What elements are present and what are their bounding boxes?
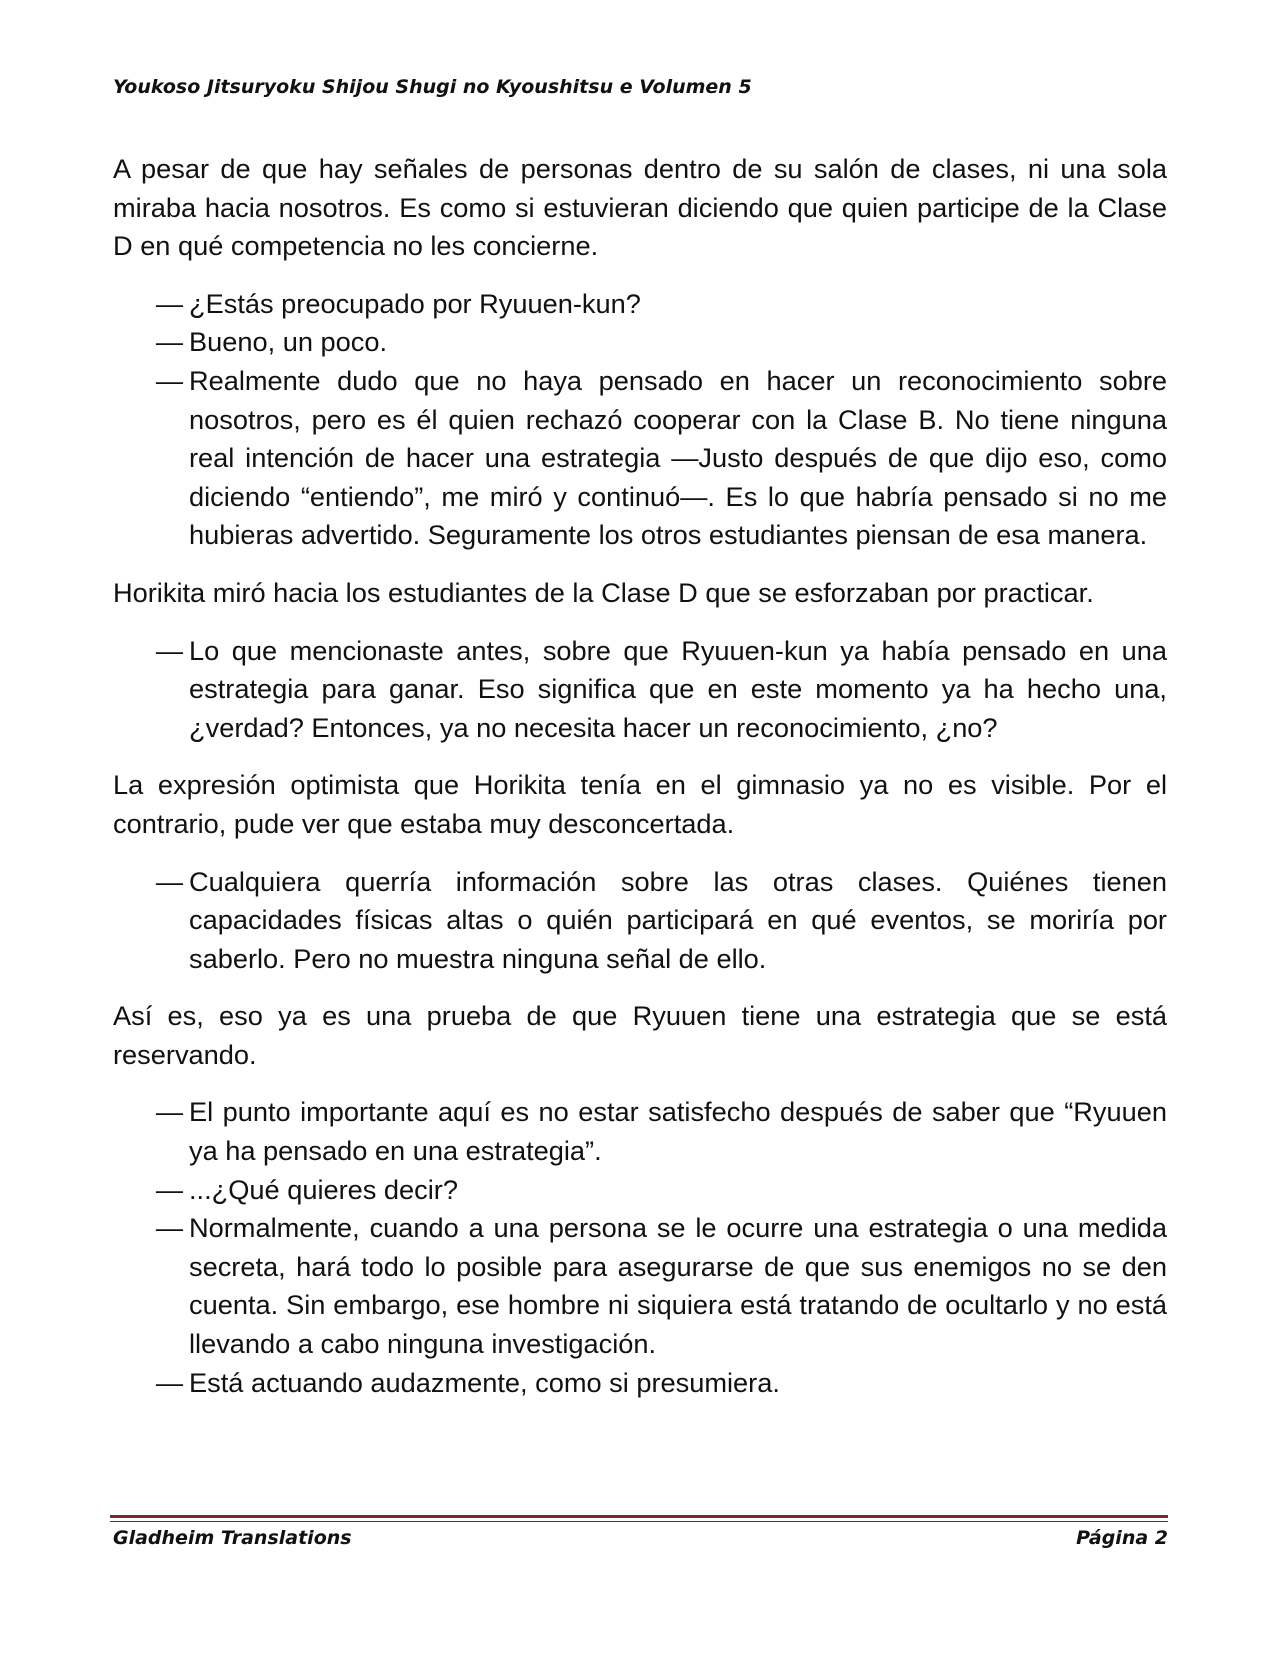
dialogue-text: El punto importante aquí es no estar satisfecho después de saber que “Ryuuen ya ha pensado en una estrategia”. (189, 1096, 1167, 1167)
page-body (113, 150, 1167, 1421)
dialogue-line (113, 1093, 1167, 1170)
footer-rule-thin (110, 1521, 1168, 1522)
page-number: Página 2 (1076, 1527, 1168, 1549)
dialogue-line (113, 632, 1167, 748)
dialogue-text: Realmente dudo que no haya pensado en hacer un reconocimiento sobre nosotros, pero es él quien rechazó cooperar con la Clase B. No tiene ninguna real intención de hacer una estrategia —Justo después de que dijo eso, como diciendo “entiendo”, me miró y continuó—. Es lo que habría pensado si no me hubieras advertido. Seguramente los otros estudiantes piensan de esa manera. (189, 364, 1167, 551)
dialogue-text: Bueno, un poco. (189, 326, 388, 358)
paragraph: A pesar de que hay señales de personas dentro de su salón de clases, ni una sola miraba hacia nosotros. Es como si estuvieran diciendo que quien participe de la Clase D en qué competencia no les concierne. (113, 153, 1167, 262)
dialogue-line (113, 1171, 1167, 1210)
dialogue-group (113, 632, 1167, 748)
running-header: Youkoso Jitsuryoku Shijou Shugi no Kyoushitsu e Volumen 5 (113, 76, 752, 98)
dialogue-dash: — (155, 865, 183, 897)
dialogue-line (113, 285, 1167, 324)
footer-rule (110, 1515, 1168, 1518)
dialogue-text: Lo que mencionaste antes, sobre que Ryuuen-kun ya había pensado en una estrategia para ganar. Eso significa que en este momento ya ha hecho una, ¿verdad? Entonces, ya no necesita hacer un reconocimiento, ¿no? (189, 634, 1167, 743)
dialogue-dash: — (155, 1096, 183, 1128)
dialogue-group (113, 1093, 1167, 1402)
dialogue-text: Está actuando audazmente, como si presumiera. (189, 1366, 780, 1398)
footer-credit: Gladheim Translations (113, 1527, 352, 1549)
dialogue-text: ...¿Qué quieres decir? (189, 1173, 458, 1205)
dialogue-text: ¿Estás preocupado por Ryuuen-kun? (189, 287, 641, 319)
dialogue-group (113, 863, 1167, 979)
paragraph: Horikita miró hacia los estudiantes de la Clase D que se esforzaban por practicar. (113, 576, 1094, 608)
dialogue-dash: — (155, 634, 183, 666)
dialogue-text: Normalmente, cuando a una persona se le ocurre una estrategia o una medida secreta, hará todo lo posible para asegurarse de que sus enemigos no se den cuenta. Sin embargo, ese hombre ni siquiera está tratando de ocultarlo y no está llevando a cabo ninguna investigación. (189, 1212, 1167, 1360)
dialogue-line (113, 362, 1167, 555)
dialogue-line (113, 863, 1167, 979)
dialogue-dash: — (155, 326, 183, 358)
dialogue-dash: — (155, 1366, 183, 1398)
dialogue-text: Cualquiera querría información sobre las otras clases. Quiénes tienen capacidades físicas altas o quién participará en qué eventos, se moriría por saberlo. Pero no muestra ninguna señal de ello. (189, 865, 1167, 974)
dialogue-dash: — (155, 1173, 183, 1205)
paragraph: La expresión optimista que Horikita tenía en el gimnasio ya no es visible. Por el contrario, pude ver que estaba muy desconcertada. (113, 769, 1167, 839)
dialogue-dash: — (155, 1212, 183, 1244)
dialogue-group (113, 285, 1167, 555)
dialogue-line (113, 1209, 1167, 1363)
dialogue-line (113, 1364, 1167, 1403)
dialogue-line (113, 323, 1167, 362)
dialogue-dash: — (155, 287, 183, 319)
paragraph: Así es, eso ya es una prueba de que Ryuuen tiene una estrategia que se está reservando. (113, 1000, 1167, 1070)
dialogue-dash: — (155, 364, 183, 396)
